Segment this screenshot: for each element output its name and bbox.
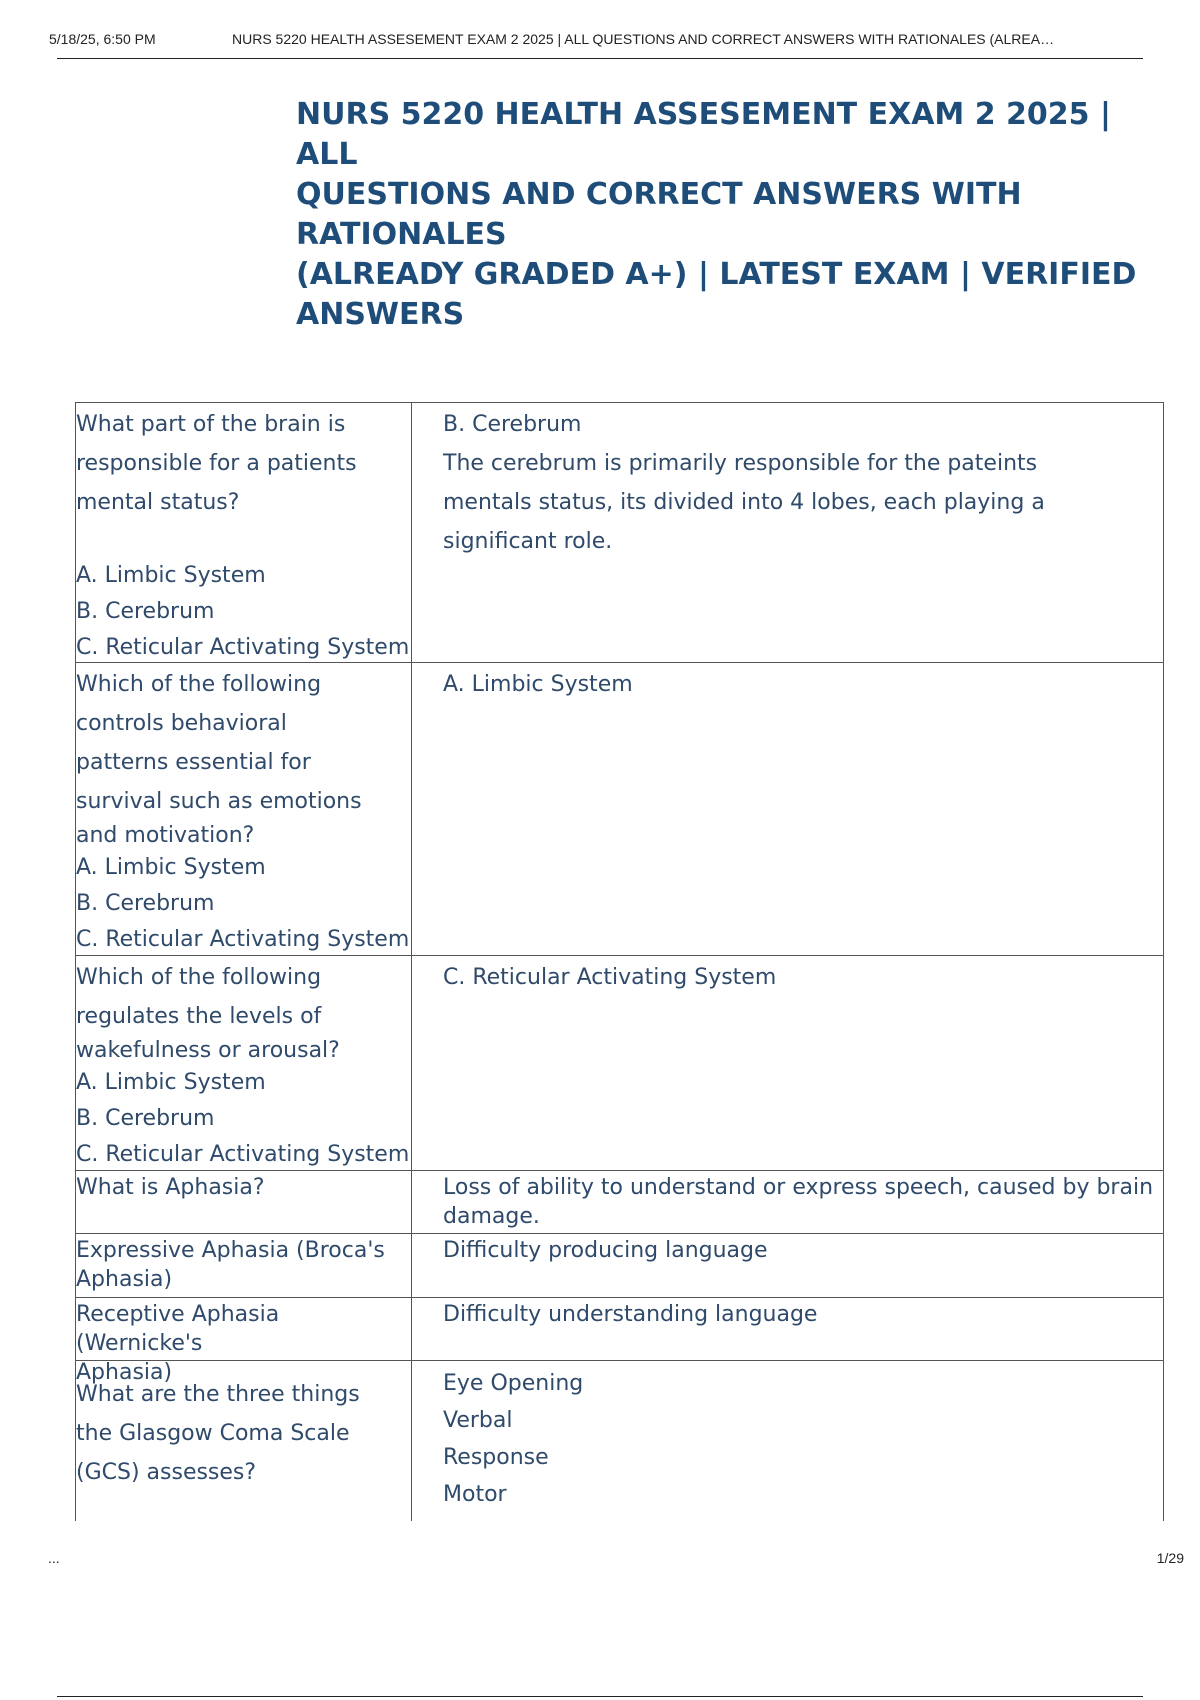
footer-ellipsis: ... xyxy=(48,1550,60,1566)
question-cell xyxy=(76,403,412,662)
answer-line: damage. xyxy=(443,1204,540,1229)
answer-line: B. Cerebrum xyxy=(443,412,582,437)
question-line: (GCS) assesses? xyxy=(76,1460,257,1485)
answer-line: The cerebrum is primarily responsible for the pateints xyxy=(443,451,1038,476)
question-line: and motivation? xyxy=(76,823,255,848)
question-line: controls behavioral xyxy=(76,711,287,736)
answer-line: mentals status, its divided into 4 lobes, each playing a xyxy=(443,490,1045,515)
option-a: A. Limbic System xyxy=(76,1070,266,1095)
question-line: regulates the levels of xyxy=(76,1004,322,1029)
answer-line: Difficulty producing language xyxy=(443,1238,768,1263)
answer-line: Verbal xyxy=(443,1408,513,1433)
question-line: Which of the following xyxy=(76,965,322,990)
answer-cell xyxy=(412,403,1163,662)
qa-row xyxy=(76,1234,1163,1298)
question-line: Aphasia) xyxy=(76,1360,173,1385)
answer-line: Loss of ability to understand or express speech, caused by brain xyxy=(443,1175,1154,1200)
question-line: responsible for a patients xyxy=(76,451,357,476)
answer-cell xyxy=(412,956,1163,1170)
option-c: C. Reticular Activating System xyxy=(76,1142,410,1167)
answer-cell xyxy=(412,1298,1163,1360)
answer-cell xyxy=(412,1171,1163,1233)
option-a: A. Limbic System xyxy=(76,855,266,880)
question-cell xyxy=(76,1298,412,1385)
option-b: B. Cerebrum xyxy=(76,891,215,916)
print-doc-title: NURS 5220 HEALTH ASSESEMENT EXAM 2 2025 | ALL QUESTIONS AND CORRECT ANSWERS WITH RATIONALES (ALREA… xyxy=(232,31,1055,47)
answer-cell xyxy=(412,1234,1163,1297)
answer-line: significant role. xyxy=(443,529,613,554)
answer-line: Eye Opening xyxy=(443,1371,584,1396)
title-line: ANSWERS xyxy=(296,297,465,332)
question-line: the Glasgow Coma Scale xyxy=(76,1421,350,1446)
question-cell xyxy=(76,1361,412,1521)
answer-cell xyxy=(412,1361,1163,1521)
question-cell xyxy=(76,1171,412,1233)
question-line: Which of the following xyxy=(76,672,322,697)
title-line: NURS 5220 HEALTH ASSESEMENT EXAM 2 2025 | ALL xyxy=(296,97,1111,172)
qa-table xyxy=(75,402,1164,1521)
question-line: Aphasia) xyxy=(76,1267,173,1292)
qa-row xyxy=(76,403,1163,663)
option-b: B. Cerebrum xyxy=(76,599,215,624)
option-c: C. Reticular Activating System xyxy=(76,635,410,660)
question-line: What is Aphasia? xyxy=(76,1175,265,1200)
title-line: QUESTIONS AND CORRECT ANSWERS WITH RATIONALES xyxy=(296,177,1022,252)
answer-cell xyxy=(412,663,1163,955)
question-line: mental status? xyxy=(76,490,240,515)
question-cell xyxy=(76,1234,412,1297)
question-line: Receptive Aphasia (Wernicke's xyxy=(76,1302,280,1356)
question-cell xyxy=(76,956,412,1170)
question-line: Expressive Aphasia (Broca's xyxy=(76,1238,385,1263)
option-b: B. Cerebrum xyxy=(76,1106,215,1131)
answer-line: Motor xyxy=(443,1482,507,1507)
question-line: What are the three things xyxy=(76,1382,360,1407)
question-cell xyxy=(76,663,412,955)
answer-line: C. Reticular Activating System xyxy=(443,965,777,990)
option-c: C. Reticular Activating System xyxy=(76,927,410,952)
print-date: 5/18/25, 6:50 PM xyxy=(49,31,156,47)
qa-row xyxy=(76,1361,1163,1521)
question-line: survival such as emotions xyxy=(76,789,362,814)
question-line: patterns essential for xyxy=(76,750,311,775)
question-line: wakefulness or arousal? xyxy=(76,1038,340,1063)
question-line: What part of the brain is xyxy=(76,412,346,437)
qa-row xyxy=(76,956,1163,1171)
print-header xyxy=(49,28,1143,59)
answer-line: Difficulty understanding language xyxy=(443,1302,818,1327)
answer-line: Response xyxy=(443,1445,549,1470)
document-title xyxy=(296,95,1176,335)
qa-row xyxy=(76,1171,1163,1234)
page-number: 1/29 xyxy=(1156,1550,1184,1566)
bottom-rule xyxy=(57,1696,1143,1697)
qa-row xyxy=(76,663,1163,956)
answer-line: A. Limbic System xyxy=(443,672,633,697)
option-a: A. Limbic System xyxy=(76,563,266,588)
title-line: (ALREADY GRADED A+) | LATEST EXAM | VERIFIED xyxy=(296,257,1137,292)
